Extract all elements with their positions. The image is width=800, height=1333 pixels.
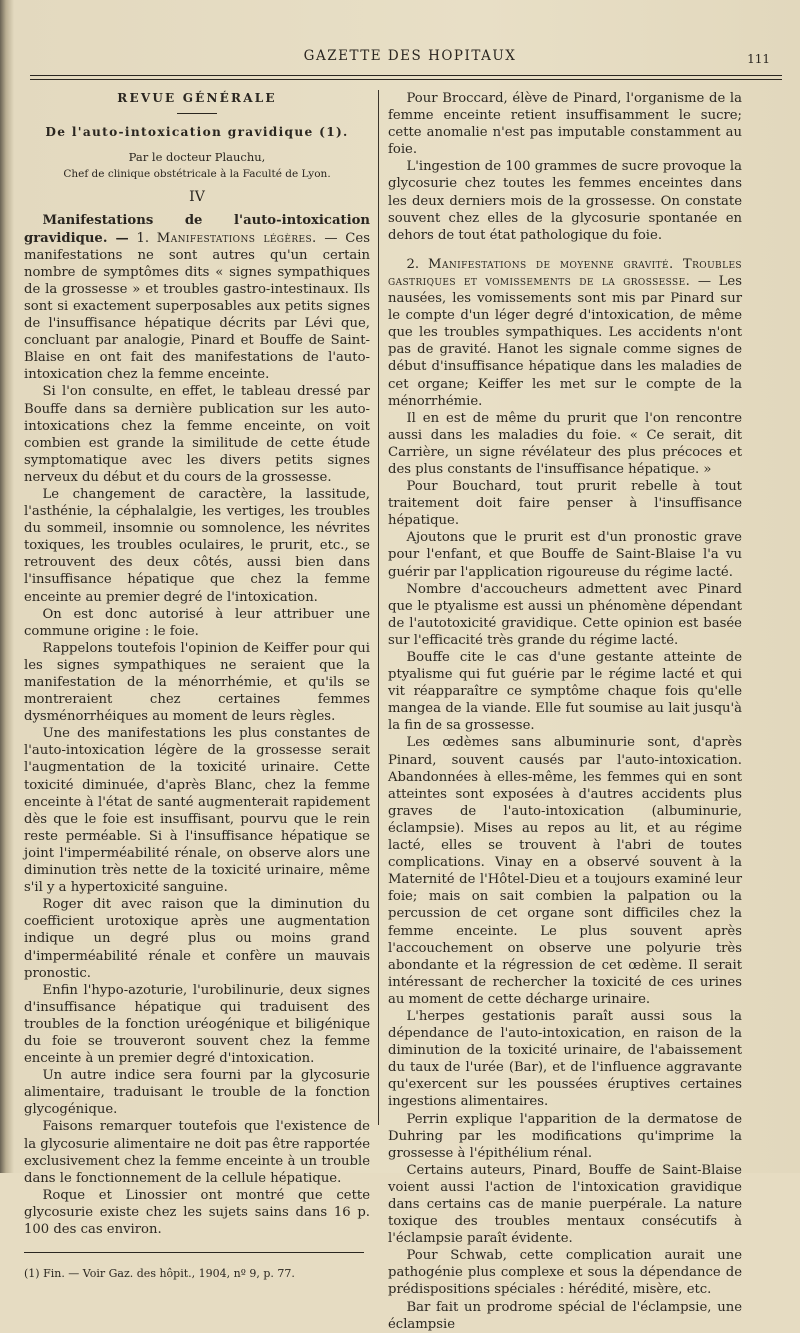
part-number: IV [189,189,205,206]
left-column [24,90,370,1282]
paragraph: Ajoutons que le prurit est d'un pronostic grave pour l'enfant, et que Bouffe de Saint-Blaise l'a vu guérir par l'application rigoureuse du régime lacté. [388,530,742,580]
byline: Par le docteur Plauchu, [128,150,266,165]
footnote-rule [24,1252,364,1253]
short-divider [177,113,217,114]
paragraph: Faisons remarquer toutefois que l'existence de la glycosurie alimentaire ne doit pas être rapportée exclusivement chez la femme enceinte à un trouble dans le fonctionnement de la cellule hépatique. [24,1119,370,1186]
paragraph [24,212,370,383]
journal-title: GAZETTE DES HOPITAUX [303,48,517,64]
running-header [40,48,780,70]
paragraph: L'herpes gestationis paraît aussi sous la dépendance de l'auto-intoxication, en raison de la diminution de la toxicité urinaire, de l'abaissement du taux de l'urée (Bar), et de l'influence aggravante qu'exercent sur les poussées éruptives certaines ingestions alimentaires. [388,1008,742,1110]
paragraph: Perrin explique l'apparition de la dermatose de Duhring par les modifications qu'imprime la grossesse à l'épithélium rénal. [388,1111,742,1161]
paragraph: Certains auteurs, Pinard, Bouffe de Saint-Blaise voient aussi l'action de l'intoxication gravidique dans certains cas de manie puerpérale. La nature toxique des troubles mentaux consécutifs à l'éclampsie paraît évidente. [388,1162,742,1247]
paragraph: Une des manifestations les plus constantes de l'auto-intoxication légère de la grossesse serait l'augmentation de la toxicité urinaire. Cette toxicité diminuée, d'après Blanc, chez la femme enceinte à l'état de santé augmenterait rapidement dès que le foie est insuffisant, pourvu que le rein reste perméable. Si à l'insuffisance hépatique se joint l'imperméabilité rénale, on observe alors une diminution très nette de la toxicité urinaire, même s'il y a hypertoxicité sanguine. [24,726,370,896]
page-number: 111 [747,52,770,66]
subheading-number: 2. [406,256,420,272]
paragraph: Bouffe cite le cas d'une gestante atteinte de ptyalisme qui fut guérie par le régime lacté et qui vit réapparaître ce symptôme chaque fois qu'elle mangea de la viande. Elle fut soumise au lait jusqu'à la fin de sa grossesse. [388,650,742,734]
column-divider [378,90,379,1125]
paragraph: Roger dit avec raison que la diminution du coefficient urotoxique après une augmentation indique un degré plus ou moins grand d'imperméabilité rénale et confère un mauvais pronostic. [24,897,370,981]
paragraph: Pour Bouchard, tout prurit rebelle à tout traitement doit faire penser à l'insuffisance hépatique. [388,479,742,529]
subheading-number: 1. [136,230,150,246]
paragraph: Pour Schwab, cette complication aurait une pathogénie plus complexe et sous la dépendance de prédispositions spéciales : hérédité, misère, etc. [388,1248,742,1298]
paragraph: Nombre d'accoucheurs admettent avec Pinard que le ptyalisme est aussi un phénomène dépendant de l'autotoxicité gravidique. Cette opinion est basée sur l'efficacité très grande du régime lacté. [388,581,742,648]
right-column [388,90,742,1333]
paragraph: Enfin l'hypo-azoturie, l'urobilinurie, deux signes d'insuffisance hépatique qui traduisent des troubles de la fonction uréogénique et biligénique du foie se trouveront souvent chez la femme enceinte à un premier degré d'intoxication. [24,982,370,1067]
paragraph [388,256,742,410]
paragraph-text: — Ces manifestations ne sont autres qu'un certain nombre de symptômes dits « signes sympathiques de la grossesse » et troubles gastro-intestinaux. Ils sont si exactement superposables aux petits signes de l'insuffisance hépatique décrits par Lévi que, concluant par analogie, Pinard et Bouffe de Saint-Blaise en ont fait des manifestations de l'auto-intoxication chez la femme enceinte. [24,230,370,383]
paragraph: Les œdèmes sans albuminurie sont, d'après Pinard, souvent causés par l'auto-intoxication. Abandonnées à elles-même, les femmes qui en sont atteintes sont exposées à d'autres accidents plus graves de l'auto-intoxication (albuminurie, éclampsie). Mises au repos au lit, et au régime lacté, elles se trouvent à l'abri de toutes complications. Vinay en a observé souvent à la Maternité de l'Hôtel-Dieu et a toujours examiné leur foie; mais on sait combien la palpation ou la percussion de cet organe sont difficiles chez la femme enceinte. Le plus souvent après l'accouchement on observe une polyurie très abondante et la régression de cet œdème. Il serait intéressant de rechercher la toxicité de ces urines au moment de cette décharge urinaire. [388,735,742,1007]
paragraph: Pour Broccard, élève de Pinard, l'organisme de la femme enceinte retient insuffisamment le sucre; cette anomalie n'est pas imputable constamment au foie. [388,91,742,158]
article-title: De l'auto-intoxication gravidique (1). [45,125,349,140]
subheading-smallcaps: Manifestations de moyenne gravité. Troubles gastriques et vomissements de la grossesse. [388,256,742,289]
paragraph: Roque et Linossier ont montré que cette glycosurie existe chez les sujets sains dans 16 p. 100 des cas environ. [24,1187,370,1237]
header-rule [30,75,782,76]
header-rule-thin [30,79,782,80]
paragraph: Un autre indice sera fourni par la glycosurie alimentaire, traduisant le trouble de la fonction glycogénique. [24,1068,370,1118]
subheading-smallcaps: Manifestations légères. [156,230,317,246]
paragraph-text: — Les nausées, les vomissements sont mis par Pinard sur le compte d'un léger degré d'intoxication, de même que les troubles sympathiques. Les accidents n'ont pas de gravité. Hanot les signale comme signes de début d'insuffisance hépatique dans les maladies de cet organe; Keiffer les met sur le compte de la ménorrhémie. [388,273,742,409]
paragraph: Si l'on consulte, en effet, le tableau dressé par Bouffe dans sa dernière publication sur les auto-intoxications chez la femme enceinte, on voit combien est grande la similitude de cette étude symptomatique avec les divers petits signes nerveux du début et du cours de la grossesse. [24,384,370,485]
subheading-bold: Manifestations de l'auto-intoxication gravidique. — [24,213,370,246]
footnote: (1) Fin. — Voir Gaz. des hôpit., 1904, nº 9, p. 77. [24,1267,295,1281]
paragraph: Bar fait un prodrome spécial de l'éclampsie, une éclampsie [388,1299,742,1332]
paragraph: Rappelons toutefois l'opinion de Keiffer pour qui les signes sympathiques ne seraient que la manifestation de la ménorrhémie, et qu'ils se montreraient chez certaines femmes dysménorrhéiques au moment de leurs règles. [24,640,370,725]
paragraph: Il en est de même du prurit que l'on rencontre aussi dans les maladies du foie. « Ce serait, dit Carrière, un signe révélateur des plus précoces et des plus constants de l'insuffisance hépatique. » [388,410,742,477]
section-heading: REVUE GÉNÉRALE [117,91,277,105]
affiliation: Chef de clinique obstétricale à la Faculté de Lyon. [63,168,331,181]
paragraph: L'ingestion de 100 grammes de sucre provoque la glycosurie chez toutes les femmes enceintes dans les deux derniers mois de la grossesse. On constate souvent chez elles de la glycosurie spontanée en dehors de tout état pathologique du foie. [388,159,742,243]
paragraph: On est donc autorisé à leur attribuer une commune origine : le foie. [24,606,370,639]
paragraph: Le changement de caractère, la lassitude, l'asthénie, la céphalalgie, les vertiges, les troubles du sommeil, insomnie ou somnolence, les névrites toxiques, les troubles oculaires, le prurit, etc., se retrouvent des deux côtés, aussi bien dans l'insuffisance hépatique que chez la femme enceinte au premier degré de l'intoxication. [24,486,370,605]
